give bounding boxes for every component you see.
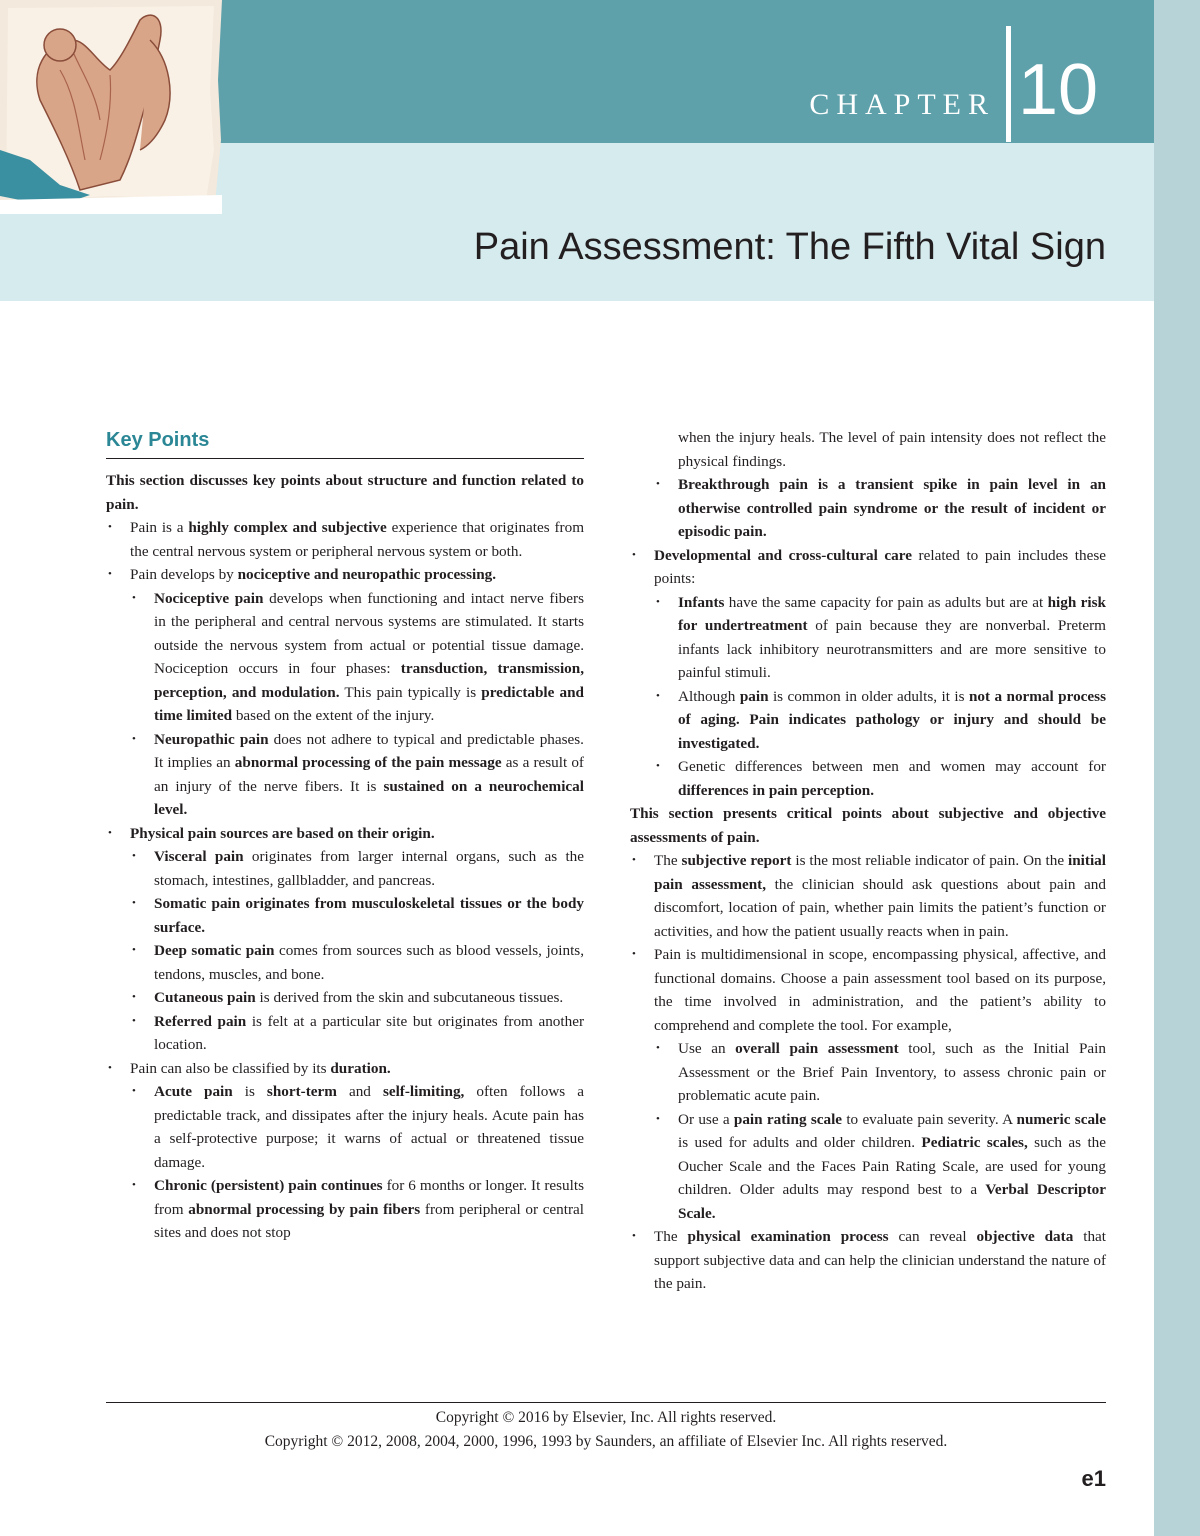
bullet-icon: • [108,568,112,580]
list-item: • Cutaneous pain is derived from the skin and subcutaneous tissues. [106,986,584,1010]
assessment-list [630,849,1106,1296]
bullet-icon: • [108,521,112,533]
chapter-divider [1006,26,1011,142]
list-item: • Or use a pain rating scale to evaluate pain severity. A numeric scale is used for adults and older children. Pediatric scales, such as the Oucher Scale and the Faces Pain Rating Scale, are used for young children. Older adults may respond best to a Verbal Descriptor Scale. [630,1108,1106,1226]
bullet-icon: • [132,944,136,956]
key-points-heading: Key Points [106,426,584,459]
left-column [106,426,584,1245]
intro-structure: This section discusses key points about structure and function related to pain. [106,472,584,513]
list-item: • The physical examination process can reveal objective data that support subjective data and can help the clinician understand the nature of the pain. [630,1225,1106,1296]
right-column [630,426,1106,1296]
list-item: • Use an overall pain assessment tool, such as the Initial Pain Assessment or the Brief Pain Inventory, to assess chronic pain or problematic acute pain. [630,1037,1106,1108]
list-item: • Developmental and cross-cultural care related to pain includes these points: [630,544,1106,591]
list-item: • The subjective report is the most reliable indicator of pain. On the initial pain assessment, the clinician should ask questions about pain and discomfort, location of pain, whether pain limits the patient’s function or activities, and how the patient usually reacts when in pain. [630,849,1106,943]
bullet-icon: • [132,897,136,909]
continued-list [630,426,1106,802]
bullet-icon: • [132,591,136,604]
anatomical-figure-icon [0,0,222,214]
list-item: • Infants have the same capacity for pain as adults but are at high risk for undertreatment of pain because they are nonverbal. Preterm infants lack inhibitory neurotransmitters and are more sensitive to painful stimuli. [630,591,1106,685]
list-item: • Pain is a highly complex and subjective experience that originates from the central nervous system or peripheral nervous system or both. [106,516,584,563]
bullet-icon: • [132,1014,136,1027]
bullet-icon: • [108,826,112,839]
list-item: • Pain can also be classified by its duration. [106,1057,584,1081]
list-item: • Visceral pain originates from larger internal organs, such as the stomach, intestines, gallbladder, and pancreas. [106,845,584,892]
list-item: • Pain is multidimensional in scope, encompassing physical, affective, and functional domains. Choose a pain assessment tool based on its purpose, the time involved in administration, and the patient’s ability to comprehend and complete the tool. For example, [630,943,1106,1037]
list-item: • Physical pain sources are based on their origin. [106,822,584,846]
page-edge-strip [1154,0,1200,1536]
list-item: • Although pain is common in older adults, it is not a normal process of aging. Pain indicates pathology or injury and should be investigated. [630,685,1106,756]
bullet-icon: • [132,991,136,1003]
bullet-icon: • [632,948,636,960]
footer-divider [106,1402,1106,1403]
bullet-icon: • [656,1112,660,1125]
page-number: e1 [1081,1466,1106,1491]
list-item: • Neuropathic pain does not adhere to typical and predictable phases. It implies an abnormal processing of the pain message as a result of an injury of the nerve fibers. It is sustained on a neurochemical level. [106,728,584,822]
list-item: • Genetic differences between men and women may account for differences in pain perception. [630,755,1106,802]
bullet-icon: • [632,1230,636,1242]
list-item: • Nociceptive pain develops when functioning and intact nerve fibers in the peripheral and central nervous systems are stimulated. It starts outside the nervous system from actual or potential tissue damage. Nociception occurs in four phases: transduction, transmission, perception, and modulation. This pain typically is predictable and time limited based on the extent of the injury. [106,587,584,728]
list-item: • Chronic (persistent) pain continues for 6 months or longer. It results from abnormal processing by pain fibers from peripheral or central sites and does not stop [106,1174,584,1245]
bullet-icon: • [656,689,660,702]
bullet-icon: • [632,854,636,866]
intro-assessment: This section presents critical points about subjective and objective assessments of pain. [630,805,1106,846]
chapter-label: CHAPTER [809,88,995,121]
bullet-icon: • [108,1061,112,1074]
structure-list [106,516,584,1245]
bullet-icon: • [132,850,136,862]
bullet-icon: • [132,1179,136,1191]
page-title: Pain Assessment: The Fifth Vital Sign [473,226,1106,268]
bullet-icon: • [656,595,660,608]
bullet-icon: • [656,760,660,772]
list-item: • Pain develops by nociceptive and neuropathic processing. [106,563,584,587]
bullet-icon: • [656,478,660,490]
bullet-icon: • [132,732,136,745]
bullet-icon: • [656,1042,660,1054]
list-item-continued: when the injury heals. The level of pain intensity does not reflect the physical findings. [678,429,1106,470]
chapter-number: 10 [1018,50,1099,130]
bullet-icon: • [632,548,636,561]
copyright-line: Copyright © 2016 by Elsevier, Inc. All rights reserved. [435,1409,777,1426]
bullet-icon: • [132,1085,136,1097]
list-item: • Breakthrough pain is a transient spike in pain level in an otherwise controlled pain syndrome or the result of incident or episodic pain. [630,473,1106,544]
list-item: • Acute pain is short-term and self-limiting, often follows a predictable track, and dissipates after the injury heals. Acute pain has a self-protective purpose; it warns of actual or threatened tissue damage. [106,1080,584,1174]
list-item: • Deep somatic pain comes from sources such as blood vessels, joints, tendons, muscles, and bone. [106,939,584,986]
list-item: • Referred pain is felt at a particular site but originates from another location. [106,1010,584,1057]
list-item: • Somatic pain originates from musculoskeletal tissues or the body surface. [106,892,584,939]
copyright-line-previous: Copyright © 2012, 2008, 2004, 2000, 1996, 1993 by Saunders, an affiliate of Elsevier Inc. All rights reserved. [264,1433,948,1450]
